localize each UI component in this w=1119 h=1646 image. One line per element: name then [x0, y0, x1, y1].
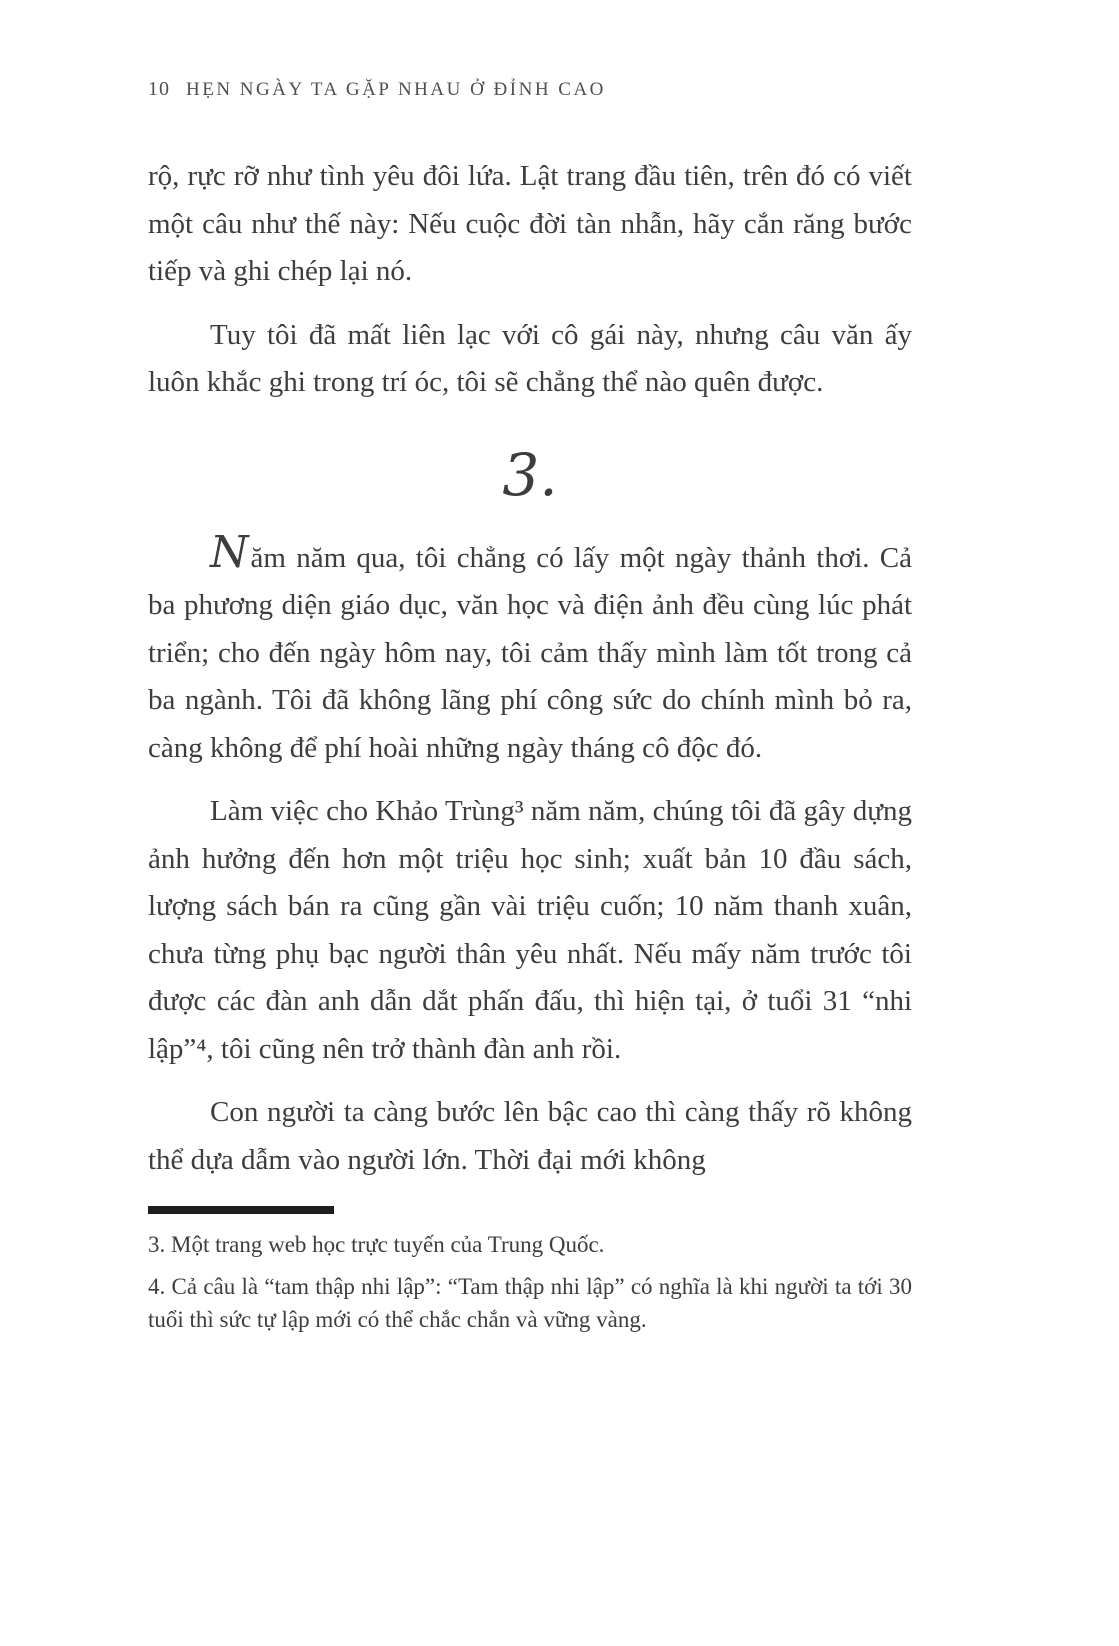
page-body	[148, 153, 912, 1184]
section-number: 3.	[502, 440, 558, 509]
footnote-rule	[148, 1206, 334, 1214]
running-title: HẸN NGÀY TA GẶP NHAU Ở ĐỈNH CAO	[186, 79, 606, 100]
paragraph: Làm việc cho Khảo Trùng³ năm năm, chúng tôi đã gây dựng ảnh hưởng đến hơn một triệu học sinh; xuất bản 10 đầu sách, lượng sách bán ra cũng gần vài triệu cuốn; 10 năm thanh xuân, chưa từng phụ bạc người thân yêu nhất. Nếu mấy năm trước tôi được các đàn anh dẫn dắt phấn đấu, thì hiện tại, ở tuổi 31 “nhi lập”⁴, tôi cũng nên trở thành đàn anh rồi.	[148, 795, 912, 1065]
footnote: 4. Cả câu là “tam thập nhi lập”: “Tam thập nhi lập” có nghĩa là khi người ta tới 30 tuổi thì sức tự lập mới có thể chắc chắn và vững vàng.	[148, 1273, 912, 1332]
paragraph: Con người ta càng bước lên bậc cao thì càng thấy rõ không thể dựa dẫm vào người lớn. Thời đại mới không	[148, 1096, 912, 1176]
page-number: 10	[148, 78, 170, 100]
paragraph-text: ăm năm qua, tôi chẳng có lấy một ngày thảnh thơi. Cả ba phương diện giáo dục, văn học và điện ảnh đều cùng lúc phát triển; cho đến ngày hôm nay, tôi cảm thấy mình làm tốt trong cả ba ngành. Tôi đã không lãng phí công sức do chính mình bỏ ra, càng không để phí hoài những ngày tháng cô độc đó.	[148, 541, 912, 764]
footnote: 3. Một trang web học trực tuyến của Trung Quốc.	[148, 1232, 605, 1257]
footnotes-section	[148, 1206, 912, 1337]
paragraph: rộ, rực rỡ như tình yêu đôi lứa. Lật trang đầu tiên, trên đó có viết một câu như thế này: Nếu cuộc đời tàn nhẫn, hãy cắn răng bước tiếp và ghi chép lại nó.	[148, 160, 912, 287]
paragraph: Tuy tôi đã mất liên lạc với cô gái này, nhưng câu văn ấy luôn khắc ghi trong trí óc, tôi sẽ chẳng thể nào quên được.	[148, 318, 912, 398]
dropcap-letter: N	[210, 526, 249, 578]
page-header	[148, 78, 912, 101]
paragraph	[148, 526, 912, 773]
